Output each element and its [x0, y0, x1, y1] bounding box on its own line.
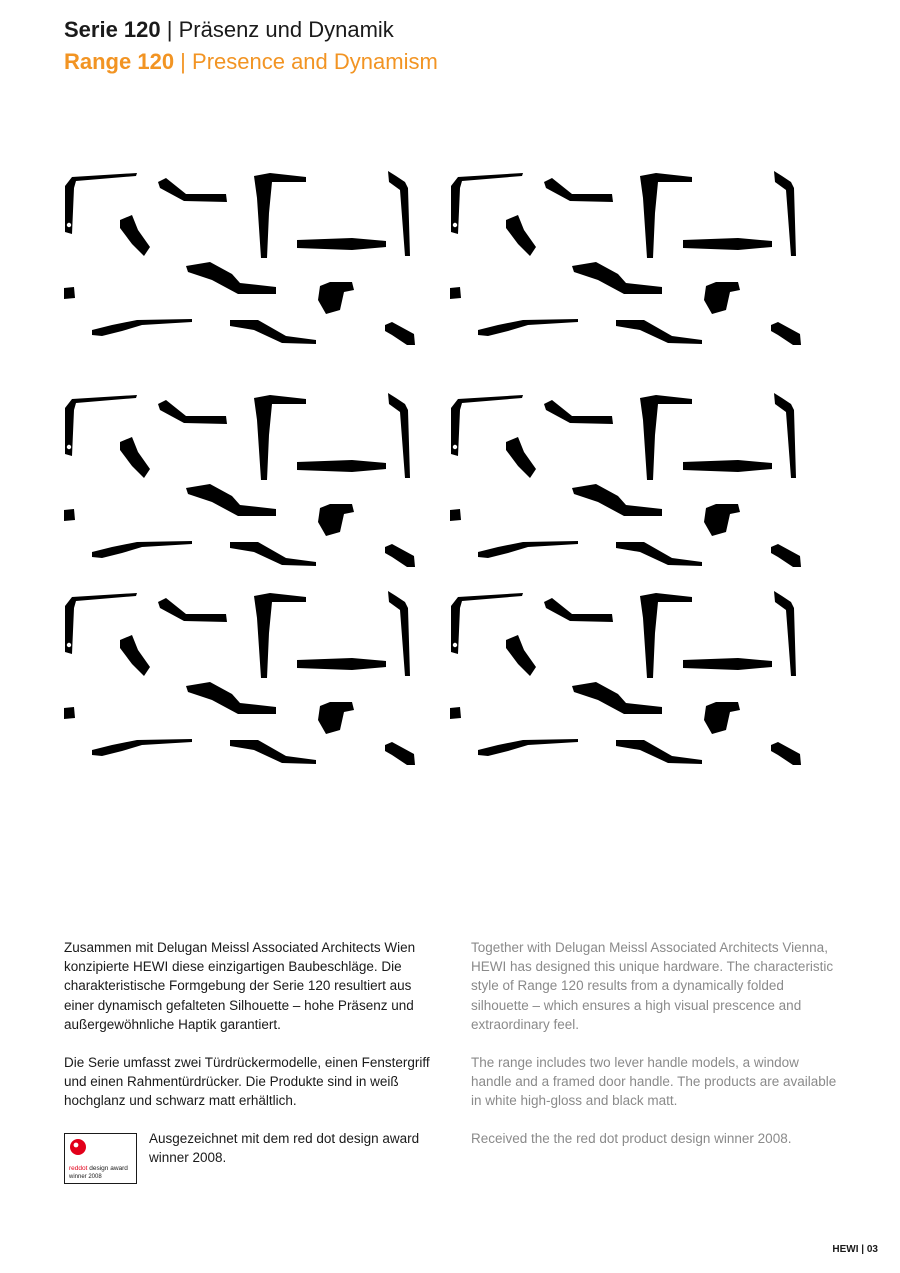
- title-de-bold: Serie 120: [64, 17, 161, 42]
- page-number: 03: [866, 1244, 878, 1255]
- footer-separator: |: [858, 1244, 867, 1255]
- handle-tile: [62, 168, 422, 358]
- title-en-bold: Range 120: [64, 49, 175, 74]
- award-logo-year: winner 2008: [69, 1174, 102, 1180]
- page-title-en: [64, 48, 438, 76]
- footer-brand: HEWI: [832, 1244, 859, 1255]
- red-dot-award-logo: [64, 1133, 137, 1184]
- handle-tile: [448, 390, 808, 580]
- handle-tile: [62, 588, 422, 778]
- title-en-rest: Presence and Dynamism: [192, 49, 438, 74]
- body-en-award-text: Received the the red dot product design winner 2008.: [471, 1131, 792, 1146]
- body-de-paragraph-2: Die Serie umfasst zwei Türdrückermodelle, einen Fenstergriff und einen Rahmentürdrücker. Die Produkte sind in weiß hochglanz und schwarz matt erhältlich.: [64, 1055, 430, 1109]
- handle-tile: [448, 168, 808, 358]
- title-de-rest: Präsenz und Dynamik: [178, 17, 394, 42]
- body-de-award-text: Ausgezeichnet mit dem red dot design award winner 2008.: [149, 1131, 420, 1166]
- handle-tile: [448, 588, 808, 778]
- red-dot-icon: [70, 1139, 86, 1155]
- body-en-paragraph-1: Together with Delugan Meissl Associated Architects Vienna, HEWI has designed this unique hardware. The characteristic style of Range 120 results from a dynamically folded silhouette – which ensures a high visual prescence and extraordinary feel.: [471, 940, 834, 1032]
- body-en-paragraph-2: The range includes two lever handle models, a window handle and a framed door handle. The products are available in white high-gloss and black matt.: [471, 1055, 837, 1109]
- page-title-de: [64, 16, 394, 44]
- award-logo-brand: reddot design award: [69, 1165, 128, 1172]
- handle-tile: [62, 390, 422, 580]
- body-de-paragraph-1: Zusammen mit Delugan Meissl Associated Architects Wien konzipierte HEWI diese einzigartigen Baubeschläge. Die charakteristische Formgebung der Serie 120 resultiert aus einer dynamisch gefalteten Silhouette – hohe Präsenz und außergewöhnliche Haptik garantiert.: [64, 940, 416, 1032]
- page-footer: [832, 1244, 878, 1255]
- title-separator: |: [174, 49, 193, 74]
- title-separator: |: [160, 17, 179, 42]
